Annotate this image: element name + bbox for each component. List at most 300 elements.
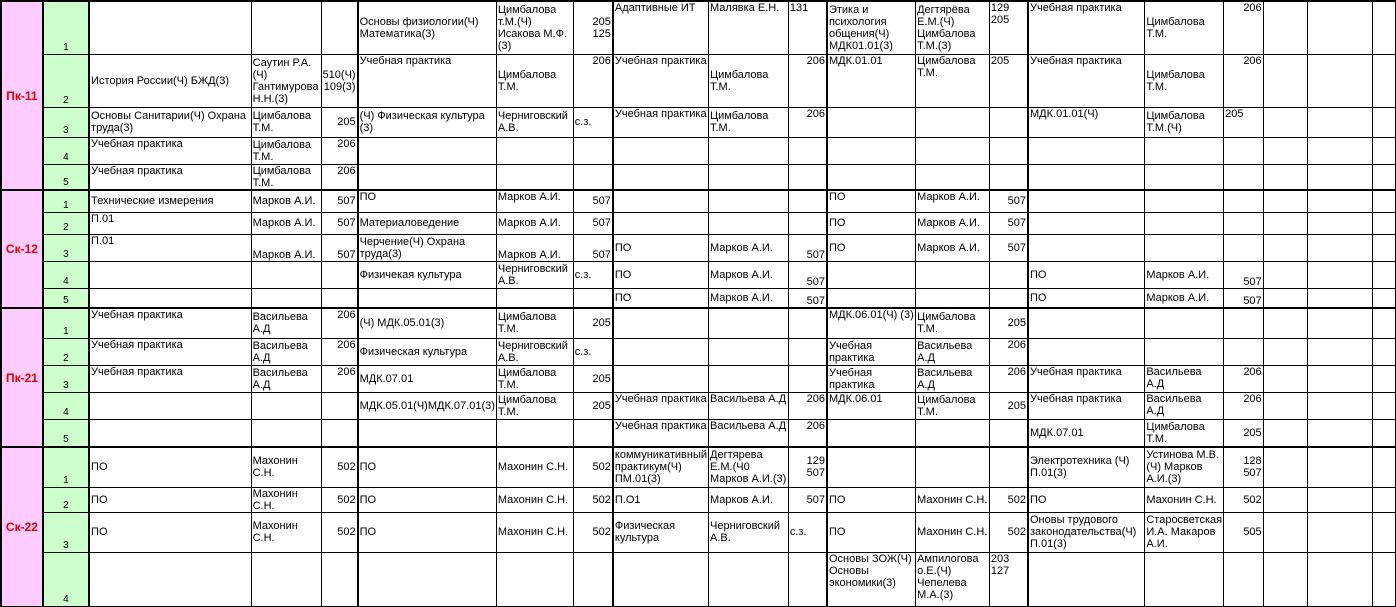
cell-room: 507	[321, 212, 358, 234]
pair-number: 3	[43, 234, 89, 261]
cell-subject: ПО	[358, 487, 497, 512]
cell-teacher	[709, 552, 789, 606]
cell-teacher	[1145, 552, 1224, 606]
group-label: Пк-21	[1, 308, 43, 447]
cell-room: 203 127	[989, 552, 1028, 606]
cell-subject	[613, 365, 709, 392]
cell-teacher	[1307, 487, 1373, 512]
cell-teacher: Марков А.И.	[251, 190, 321, 212]
cell-room	[788, 190, 827, 212]
cell-room: 206	[321, 308, 358, 338]
cell-teacher	[251, 419, 321, 447]
cell-teacher: Махонин С.Н.	[251, 487, 321, 512]
cell-teacher: Махонин С.Н.	[496, 487, 573, 512]
pair-number: 1	[43, 308, 89, 338]
cell-teacher: Махонин С.Н.	[251, 447, 321, 487]
cell-teacher: Марков А.И.	[1145, 261, 1224, 288]
cell-room	[1224, 190, 1264, 212]
cell-teacher	[1145, 190, 1224, 212]
pair-number: 3	[43, 107, 89, 137]
cell-teacher: Цимбалова Т.М.	[709, 107, 789, 137]
table-row	[1, 447, 1396, 487]
cell-subject: ПО	[89, 487, 251, 512]
cell-subject: Учебная практика	[613, 107, 709, 137]
cell-teacher	[709, 365, 789, 392]
cell-teacher: Махонин С.Н.	[251, 512, 321, 552]
cell-teacher: Черниговский А.В.	[496, 107, 573, 137]
table-row	[1, 419, 1396, 447]
cell-room: 205	[989, 54, 1028, 107]
cell-room	[1224, 137, 1264, 164]
cell-subject: коммуникативный практикум(Ч) ПМ.01(3)	[613, 447, 709, 487]
cell-teacher: Цимбалова Т.М.	[496, 365, 573, 392]
cell-subject: ПО	[89, 512, 251, 552]
cell-subject: ПО	[358, 512, 497, 552]
cell-teacher	[1307, 512, 1373, 552]
cell-teacher: Марков А.И.	[251, 212, 321, 234]
cell-subject: Технические измерения	[89, 190, 251, 212]
cell-subject	[613, 212, 709, 234]
cell-subject	[1263, 308, 1307, 338]
cell-room: 502	[989, 512, 1028, 552]
pair-number: 5	[43, 288, 89, 308]
cell-subject	[1028, 234, 1145, 261]
table-row	[1, 234, 1396, 261]
cell-subject	[1263, 190, 1307, 212]
cell-subject: П.01	[89, 212, 251, 234]
cell-room: 128 507	[1224, 447, 1264, 487]
cell-teacher: Дегтярёва Е.М.(Ч) Цимбалова Т.М.(3)	[916, 1, 990, 54]
cell-room	[788, 338, 827, 365]
cell-room	[1224, 234, 1264, 261]
cell-teacher	[1145, 308, 1224, 338]
cell-subject: Электротехника (Ч) П.01(3)	[1028, 447, 1145, 487]
cell-room	[573, 164, 613, 190]
cell-subject: Учебная практика	[1028, 1, 1145, 54]
cell-subject: ПО	[827, 487, 916, 512]
cell-subject	[613, 164, 709, 190]
cell-teacher: Цимбалова Т.М.	[496, 308, 573, 338]
cell-room: 206	[989, 365, 1028, 392]
cell-subject: Учебная практика	[1028, 392, 1145, 419]
cell-teacher: Цимбалова Т.М.	[1145, 54, 1224, 107]
cell-teacher: Марков А.И.	[709, 487, 789, 512]
cell-teacher: Васильева А.Д	[251, 365, 321, 392]
cell-teacher: Марков А.И.	[496, 212, 573, 234]
group-label: Пк-11	[1, 1, 43, 190]
cell-teacher	[251, 1, 321, 54]
cell-teacher	[1145, 137, 1224, 164]
cell-teacher	[709, 338, 789, 365]
table-row	[1, 552, 1396, 606]
cell-subject	[358, 164, 497, 190]
cell-teacher: Марков А.И.	[496, 190, 573, 212]
table-row	[1, 190, 1396, 212]
cell-subject	[1263, 338, 1307, 365]
cell-teacher: Марков А.И.	[916, 234, 990, 261]
cell-teacher: Цимбалова Т.М.	[496, 392, 573, 419]
cell-teacher: Цимбалова Т.М.(Ч)	[1145, 107, 1224, 137]
cell-subject: Физическая культура	[358, 338, 497, 365]
cell-teacher	[916, 261, 990, 288]
cell-teacher: Васильева А.Д	[251, 338, 321, 365]
cell-subject	[358, 288, 497, 308]
cell-room	[321, 261, 358, 288]
cell-subject	[1263, 512, 1307, 552]
cell-subject	[1263, 212, 1307, 234]
cell-subject: Физичекая культура	[358, 261, 497, 288]
cell-subject	[827, 288, 916, 308]
cell-room: 205	[321, 107, 358, 137]
cell-teacher: Дегтярева Е.М.(Ч0 Марков А.И.(3)	[709, 447, 789, 487]
cell-subject: (Ч) МДК.05.01(3)	[358, 308, 497, 338]
cell-subject: Адаптивные ИТ	[613, 1, 709, 54]
cell-room	[1373, 190, 1396, 212]
cell-teacher: Васильева А.Д	[709, 392, 789, 419]
pair-number: 2	[43, 212, 89, 234]
cell-subject	[1028, 552, 1145, 606]
cell-teacher	[496, 164, 573, 190]
cell-room: 502	[1224, 487, 1264, 512]
cell-teacher: Саутин Р.А.(Ч) Гантимурова Н.Н.(3)	[251, 54, 321, 107]
cell-subject: (Ч) Физическая культура (3)	[358, 107, 497, 137]
cell-room: с.з.	[573, 338, 613, 365]
cell-room	[1373, 338, 1396, 365]
cell-subject: ПО	[613, 288, 709, 308]
cell-subject	[1028, 137, 1145, 164]
cell-subject: Учебная практика	[1028, 54, 1145, 107]
cell-room: 507	[788, 261, 827, 288]
cell-teacher	[1145, 338, 1224, 365]
pair-number: 4	[43, 552, 89, 606]
cell-room: 507	[989, 190, 1028, 212]
cell-subject: Этика и психология общения(Ч) МДК01.01(3)	[827, 1, 916, 54]
cell-room: 507	[1224, 288, 1264, 308]
cell-room: 206	[1224, 392, 1264, 419]
cell-room	[788, 365, 827, 392]
cell-teacher: Марков А.И.	[1145, 288, 1224, 308]
cell-subject	[1028, 164, 1145, 190]
cell-teacher	[709, 308, 789, 338]
cell-room: 206	[573, 54, 613, 107]
cell-teacher: Цимбалова Т.М.	[251, 107, 321, 137]
cell-room: 507	[989, 212, 1028, 234]
cell-room	[1373, 164, 1396, 190]
table-row	[1, 1, 1396, 54]
cell-room	[573, 288, 613, 308]
cell-teacher	[1307, 338, 1373, 365]
table-row	[1, 54, 1396, 107]
cell-subject: ПО	[1028, 261, 1145, 288]
pair-number: 3	[43, 512, 89, 552]
cell-teacher: Махонин С.Н.	[916, 512, 990, 552]
cell-room	[788, 212, 827, 234]
cell-room	[1373, 447, 1396, 487]
cell-subject: Черчение(Ч) Охрана труда(3)	[358, 234, 497, 261]
pair-number: 5	[43, 164, 89, 190]
cell-subject	[1263, 419, 1307, 447]
cell-subject	[1028, 190, 1145, 212]
cell-teacher	[709, 164, 789, 190]
cell-teacher: Марков А.И.	[709, 288, 789, 308]
cell-subject	[613, 137, 709, 164]
cell-subject: Учебная практика	[827, 365, 916, 392]
cell-room: 205	[573, 365, 613, 392]
cell-subject: МДК.06.01	[827, 392, 916, 419]
cell-room: 502	[321, 512, 358, 552]
cell-room: 502	[321, 447, 358, 487]
cell-teacher: Марков А.И.	[709, 234, 789, 261]
cell-subject	[1263, 365, 1307, 392]
cell-teacher	[1307, 261, 1373, 288]
cell-room: 502	[573, 487, 613, 512]
cell-teacher: Марков А.И.	[916, 190, 990, 212]
cell-teacher	[496, 288, 573, 308]
cell-subject: МДК.01.01	[827, 54, 916, 107]
cell-room	[1373, 288, 1396, 308]
cell-subject	[1263, 1, 1307, 54]
cell-room	[1373, 212, 1396, 234]
cell-teacher: Махонин С.Н.	[1145, 487, 1224, 512]
cell-room	[1373, 1, 1396, 54]
cell-room: 206	[321, 137, 358, 164]
cell-teacher	[1307, 308, 1373, 338]
cell-teacher: Цимбалова Т.М.	[1145, 1, 1224, 54]
cell-room	[321, 419, 358, 447]
cell-teacher: Марков А.И.	[251, 234, 321, 261]
cell-subject: Основы физиологии(Ч) Математика(3)	[358, 1, 497, 54]
cell-teacher: Васильева А.Д	[251, 308, 321, 338]
cell-room: 205	[1224, 107, 1264, 137]
cell-subject: ПО	[827, 512, 916, 552]
cell-teacher: Цимбалова Т.М.	[251, 137, 321, 164]
cell-subject	[1263, 107, 1307, 137]
cell-teacher: Цимбалова Т.М.	[916, 392, 990, 419]
cell-subject	[89, 552, 251, 606]
cell-subject	[1028, 212, 1145, 234]
cell-teacher: Васильева А.Д	[1145, 392, 1224, 419]
cell-room	[1373, 552, 1396, 606]
table-row	[1, 392, 1396, 419]
cell-room: с.з.	[573, 107, 613, 137]
cell-teacher	[916, 419, 990, 447]
group-label: Ск-12	[1, 190, 43, 308]
cell-teacher	[1307, 164, 1373, 190]
cell-subject	[1263, 487, 1307, 512]
cell-room: с.з.	[788, 512, 827, 552]
cell-subject	[1263, 54, 1307, 107]
pair-number: 2	[43, 54, 89, 107]
cell-subject: Материаловедение	[358, 212, 497, 234]
cell-teacher: Черниговский А.В.	[496, 261, 573, 288]
cell-room	[989, 447, 1028, 487]
cell-room	[788, 308, 827, 338]
cell-subject: Основы Санитарии(Ч) Охрана труда(3)	[89, 107, 251, 137]
cell-teacher	[709, 190, 789, 212]
cell-room	[573, 419, 613, 447]
cell-room: 507	[788, 288, 827, 308]
cell-teacher	[1307, 1, 1373, 54]
cell-subject: МДК.01.01(Ч)	[1028, 107, 1145, 137]
cell-subject: Учебная практика	[89, 137, 251, 164]
cell-teacher: Васильева А.Д	[709, 419, 789, 447]
cell-subject: ПО	[358, 190, 497, 212]
cell-teacher: Цимбалова Т.М.	[916, 54, 990, 107]
cell-teacher	[916, 447, 990, 487]
cell-room	[1373, 107, 1396, 137]
cell-subject	[358, 137, 497, 164]
cell-teacher: Цимбалова Т.М.	[916, 308, 990, 338]
cell-subject	[1263, 447, 1307, 487]
cell-subject	[358, 419, 497, 447]
cell-subject: Оновы трудового законодательства(Ч) П.01(3)	[1028, 512, 1145, 552]
cell-subject	[89, 288, 251, 308]
cell-room	[1224, 212, 1264, 234]
cell-teacher: Марков А.И.	[496, 234, 573, 261]
cell-teacher	[1145, 212, 1224, 234]
cell-subject	[1263, 392, 1307, 419]
cell-room: 206	[1224, 54, 1264, 107]
cell-room: 502	[989, 487, 1028, 512]
cell-subject: ПО	[827, 190, 916, 212]
pair-number: 1	[43, 1, 89, 54]
table-row	[1, 308, 1396, 338]
cell-room	[989, 419, 1028, 447]
cell-subject	[613, 552, 709, 606]
cell-subject: Учебная практика	[89, 365, 251, 392]
cell-teacher	[251, 261, 321, 288]
cell-teacher	[1307, 392, 1373, 419]
pair-number: 4	[43, 392, 89, 419]
cell-subject: Учебная практика	[358, 54, 497, 107]
cell-subject	[89, 261, 251, 288]
cell-teacher	[1307, 190, 1373, 212]
cell-teacher: Малявка Е.Н.	[709, 1, 789, 54]
cell-room	[1373, 487, 1396, 512]
cell-teacher	[1307, 54, 1373, 107]
cell-room: 502	[573, 512, 613, 552]
pair-number: 4	[43, 137, 89, 164]
cell-teacher: Цимбалова Т.М.	[251, 164, 321, 190]
cell-room	[1373, 261, 1396, 288]
cell-room: 510(Ч) 109(3)	[321, 54, 358, 107]
cell-room: 206	[321, 365, 358, 392]
table-row	[1, 487, 1396, 512]
cell-teacher: Махонин С.Н.	[496, 447, 573, 487]
cell-room	[989, 164, 1028, 190]
cell-subject	[89, 392, 251, 419]
cell-room: 507	[573, 234, 613, 261]
cell-room	[1224, 552, 1264, 606]
cell-subject	[1263, 234, 1307, 261]
table-row	[1, 107, 1396, 137]
pair-number: 1	[43, 447, 89, 487]
cell-teacher	[1307, 107, 1373, 137]
cell-subject	[827, 261, 916, 288]
cell-teacher	[251, 288, 321, 308]
cell-room: 205	[989, 308, 1028, 338]
cell-room	[989, 288, 1028, 308]
cell-room: 206	[989, 338, 1028, 365]
cell-room	[989, 107, 1028, 137]
cell-subject	[613, 338, 709, 365]
cell-room: 206	[321, 338, 358, 365]
cell-subject: ПО	[1028, 487, 1145, 512]
cell-subject: ПО	[827, 212, 916, 234]
cell-teacher	[1307, 234, 1373, 261]
cell-subject	[613, 190, 709, 212]
cell-teacher	[1307, 137, 1373, 164]
cell-room	[1373, 365, 1396, 392]
cell-room: 131	[788, 1, 827, 54]
table-row	[1, 512, 1396, 552]
cell-subject: Учебная практика	[613, 54, 709, 107]
table-row	[1, 338, 1396, 365]
cell-room	[321, 288, 358, 308]
cell-room: 205	[1224, 419, 1264, 447]
cell-subject: ПО	[827, 234, 916, 261]
cell-room: 205	[989, 392, 1028, 419]
pair-number: 5	[43, 419, 89, 447]
cell-teacher: Махонин С.Н.	[496, 512, 573, 552]
cell-room: 507	[573, 190, 613, 212]
group-label: Ск-22	[1, 447, 43, 606]
cell-room	[321, 552, 358, 606]
cell-teacher	[1307, 365, 1373, 392]
pair-number: 2	[43, 338, 89, 365]
cell-room	[788, 552, 827, 606]
cell-teacher: Старосветская И.А. Макаров А.И.	[1146, 514, 1223, 550]
cell-subject	[89, 1, 251, 54]
cell-subject: История России(Ч) БЖД(3)	[89, 54, 251, 107]
cell-teacher: Цимбалова Т.М.	[496, 54, 573, 107]
cell-room	[989, 137, 1028, 164]
cell-room: 129 507	[788, 447, 827, 487]
cell-subject: МДК.07.01	[358, 365, 497, 392]
cell-subject: ПО	[613, 261, 709, 288]
cell-subject: Учебная практика	[89, 164, 251, 190]
cell-room	[1373, 54, 1396, 107]
cell-subject	[1263, 164, 1307, 190]
cell-subject: МДК.07.01	[1028, 419, 1145, 447]
table-row	[1, 261, 1396, 288]
cell-teacher	[251, 392, 321, 419]
cell-room	[788, 164, 827, 190]
cell-teacher: Цимбалова т.М.(Ч) Исакова М.Ф.(3)	[496, 1, 573, 54]
cell-room	[1373, 137, 1396, 164]
cell-room: с.з.	[573, 261, 613, 288]
cell-room: 206	[321, 164, 358, 190]
cell-teacher	[1307, 447, 1373, 487]
cell-subject: Учебная практика	[89, 308, 251, 338]
cell-subject	[1263, 552, 1307, 606]
cell-subject: ПО	[89, 447, 251, 487]
cell-room: 502	[321, 487, 358, 512]
cell-teacher: Махонин С.Н.	[916, 487, 990, 512]
cell-teacher	[709, 212, 789, 234]
cell-room: 507	[321, 234, 358, 261]
cell-subject: Основы ЗОЖ(Ч) Основы экономики(3)	[827, 552, 916, 606]
cell-subject: П.О1	[613, 487, 709, 512]
cell-subject: Физическая культура	[613, 512, 709, 552]
cell-teacher	[916, 137, 990, 164]
cell-subject	[89, 419, 251, 447]
cell-subject	[827, 447, 916, 487]
table-row	[1, 212, 1396, 234]
cell-teacher	[1145, 164, 1224, 190]
cell-subject	[827, 419, 916, 447]
cell-subject	[1263, 261, 1307, 288]
